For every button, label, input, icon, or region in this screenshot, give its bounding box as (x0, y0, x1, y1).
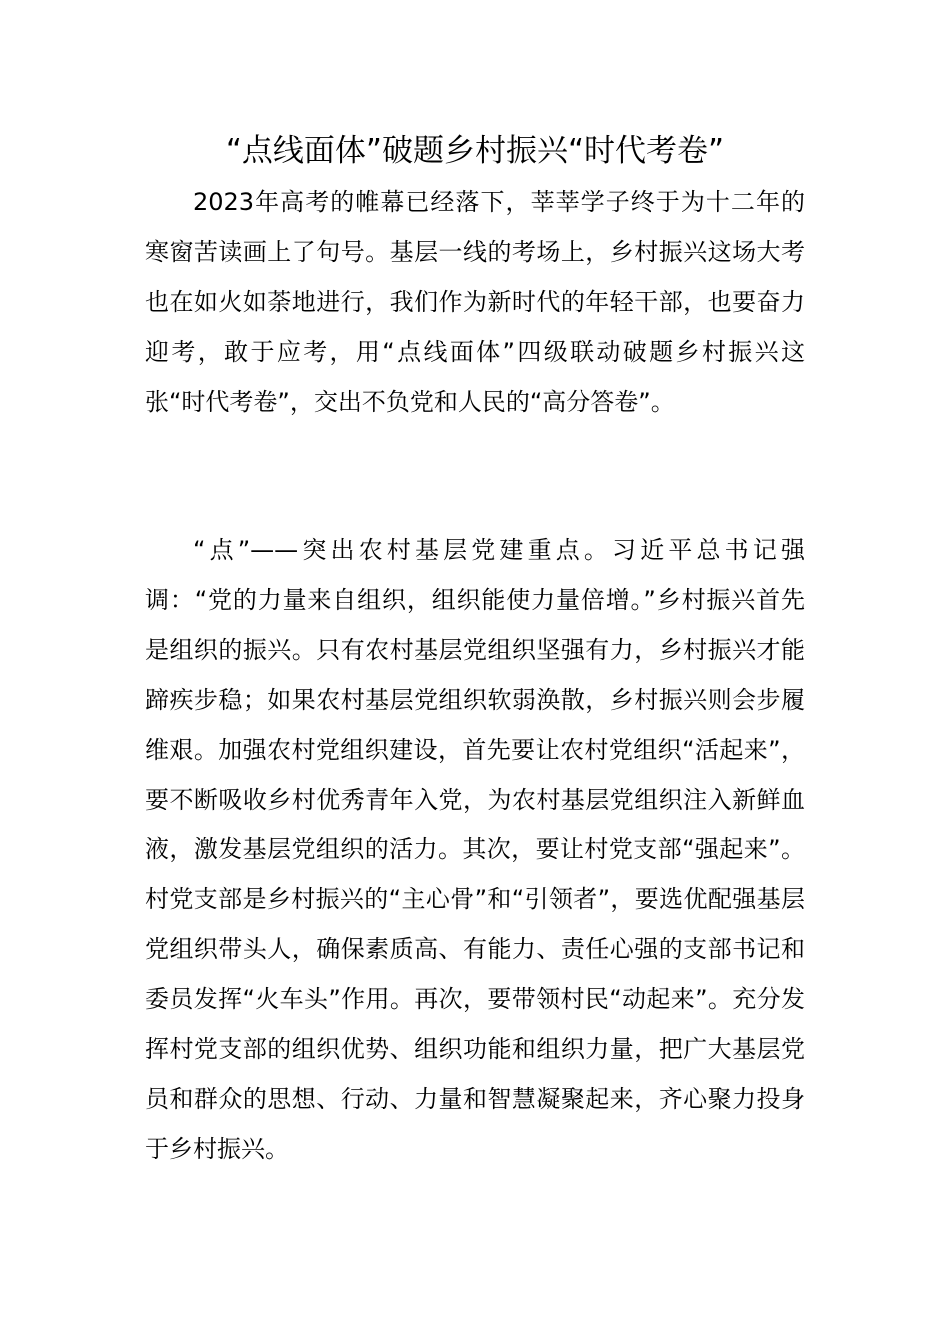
document-title: “点线面体”破题乡村振兴“时代考卷” (225, 133, 725, 169)
paragraph-intro: 2023年高考的帷幕已经落下，莘莘学子终于为十二年的寒窗苦读画上了句号。基层一线的考场上，乡村振兴这场大考也在如火如荼地进行，我们作为新时代的年轻干部，也要奋力迎考，敢于应考，用“点线面体”四级联动破题乡村振兴这张“时代考卷”，交出不负党和人民的“高分答卷”。 (145, 188, 805, 416)
paragraph-point-section: “点”——突出农村基层党建重点。习近平总书记强调：“党的力量来自组织，组织能使力量倍增。”乡村振兴首先是组织的振兴。只有农村基层党组织坚强有力，乡村振兴才能蹄疾步稳；如果农村基层党组织软弱涣散，乡村振兴则会步履维艰。加强农村党组织建设，首先要让农村党组织“活起来”，要不断吸收乡村优秀青年入党，为农村基层党组织注入新鲜血液，激发基层党组织的活力。其次，要让村党支部“强起来”。村党支部是乡村振兴的“主心骨”和“引领者”，要选优配强基层党组织带头人，确保素质高、有能力、责任心强的支部书记和委员发挥“火车头”作用。再次，要带领村民“动起来”。充分发挥村党支部的组织优势、组织功能和组织力量，把广大基层党员和群众的思想、行动、力量和智慧凝聚起来，齐心聚力投身于乡村振兴。 (145, 536, 805, 1163)
